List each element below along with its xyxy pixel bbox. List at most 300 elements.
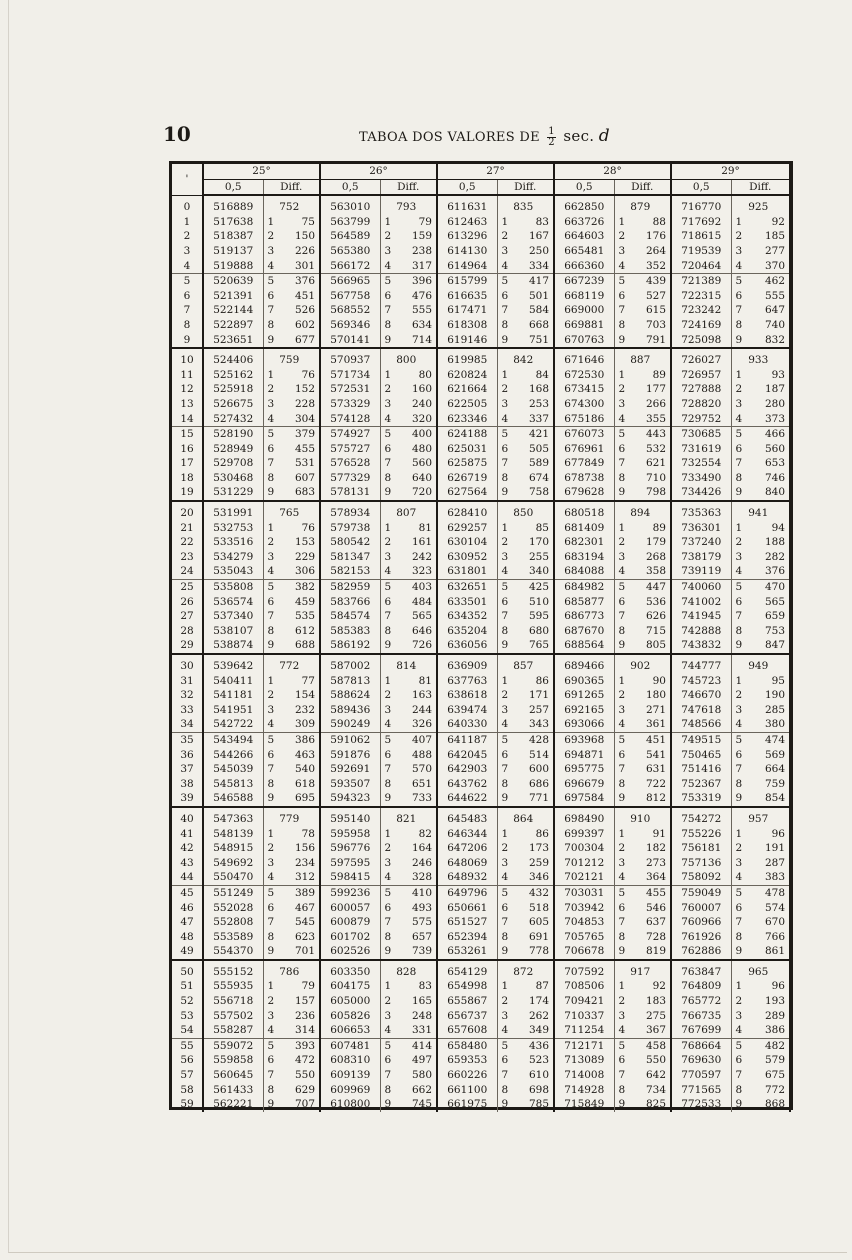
proportional-part-value: 323 — [397, 564, 437, 579]
value-cell: 538874 — [203, 638, 263, 654]
proportional-part-index: 3 — [501, 856, 509, 869]
proportional-part-value: 164 — [397, 841, 437, 856]
table-row — [172, 442, 790, 457]
proportional-part-index: 8 — [267, 1083, 275, 1096]
diff-column-header: Diff. — [380, 179, 437, 195]
value-cell: 570141 — [320, 333, 380, 349]
minute-label: 39 — [172, 791, 203, 807]
secant-table — [172, 164, 791, 1112]
proportional-part-index: 8 — [618, 471, 626, 484]
proportional-part-value: 352 — [631, 259, 671, 274]
proportional-part-value: 86 — [514, 827, 554, 842]
proportional-part-index: 5 — [614, 427, 631, 442]
value-cell: 559072 — [203, 1038, 263, 1053]
value-cell: 716770 — [671, 195, 731, 215]
value-cell: 721389 — [671, 274, 731, 289]
proportional-part-index: 2 — [501, 383, 509, 396]
proportional-part-index: 7 — [618, 1069, 626, 1082]
value-cell: 740060 — [671, 580, 731, 595]
diff-total-cell: 835 — [497, 195, 554, 215]
proportional-part-index: 1 — [501, 368, 509, 381]
column-header-row — [172, 179, 790, 195]
proportional-part-value: 396 — [397, 274, 437, 289]
minute-label: 20 — [172, 501, 203, 521]
proportional-part-value: 772 — [748, 1083, 790, 1098]
minute-label: 2 — [172, 229, 203, 244]
value-cell: 559858 — [203, 1053, 263, 1068]
proportional-part-value: 92 — [631, 979, 671, 994]
table-row — [172, 717, 790, 732]
proportional-part-index: 1 — [384, 521, 392, 534]
diff-total-cell: 941 — [731, 501, 790, 521]
proportional-part-value: 156 — [280, 841, 320, 856]
proportional-part-value: 161 — [397, 535, 437, 550]
proportional-part-index: 2 — [384, 383, 392, 396]
value-column-header: 0,5 — [437, 179, 497, 195]
proportional-part-value: 79 — [397, 215, 437, 230]
value-cell: 566172 — [320, 259, 380, 274]
value-cell: 679628 — [554, 485, 614, 501]
value-cell: 516889 — [203, 195, 263, 215]
table-row — [172, 870, 790, 885]
title-prefix: TABOA DOS VALORES DE — [359, 130, 540, 145]
table-row — [172, 944, 790, 960]
proportional-part-index: 4 — [384, 259, 392, 272]
proportional-part-value: 320 — [397, 412, 437, 427]
proportional-part-index: 8 — [501, 930, 509, 943]
table-row — [172, 1009, 790, 1024]
proportional-part-index: 3 — [267, 856, 275, 869]
proportional-part-value: 474 — [748, 732, 790, 747]
title-fraction — [547, 127, 556, 148]
value-cell: 572531 — [320, 382, 380, 397]
value-cell: 619146 — [437, 333, 497, 349]
proportional-part-index: 1 — [384, 827, 392, 840]
proportional-part-value: 637 — [631, 915, 671, 930]
proportional-part-value: 668 — [514, 318, 554, 333]
value-cell: 532753 — [203, 521, 263, 536]
proportional-part-index: 3 — [501, 703, 509, 716]
minute-label: 52 — [172, 994, 203, 1009]
proportional-part-value: 271 — [631, 703, 671, 718]
table-row — [172, 827, 790, 842]
proportional-part-index: 2 — [735, 536, 743, 549]
proportional-part-index: 2 — [501, 689, 509, 702]
proportional-part-index: 1 — [267, 827, 275, 840]
value-cell: 753319 — [671, 791, 731, 807]
proportional-part-value: 83 — [514, 215, 554, 230]
degree-header-row — [172, 164, 790, 179]
value-cell: 695775 — [554, 762, 614, 777]
proportional-part-index: 4 — [735, 259, 743, 272]
proportional-part-index: 4 — [735, 412, 743, 425]
proportional-part-value: 602 — [280, 318, 320, 333]
proportional-part-value: 234 — [280, 856, 320, 871]
fraction-numerator: 1 — [548, 126, 555, 137]
diff-total-cell: 879 — [614, 195, 671, 215]
proportional-part-value: 466 — [748, 427, 790, 442]
proportional-part-index: 1 — [501, 827, 509, 840]
value-cell: 607481 — [320, 1038, 380, 1053]
minute-label: 35 — [172, 732, 203, 747]
value-cell: 625031 — [437, 442, 497, 457]
minute-label: 59 — [172, 1097, 203, 1112]
proportional-part-index: 3 — [384, 550, 392, 563]
value-cell: 673415 — [554, 382, 614, 397]
proportional-part-value: 651 — [397, 777, 437, 792]
proportional-part-index: 3 — [618, 856, 626, 869]
value-cell: 767699 — [671, 1023, 731, 1038]
proportional-part-value: 455 — [631, 885, 671, 900]
proportional-part-value: 631 — [631, 762, 671, 777]
value-cell: 768664 — [671, 1038, 731, 1053]
diff-total-cell: 786 — [263, 960, 320, 980]
proportional-part-index: 6 — [267, 289, 275, 302]
proportional-part-index: 8 — [267, 318, 275, 331]
minute-label: 58 — [172, 1083, 203, 1098]
proportional-part-index: 5 — [380, 1038, 397, 1053]
minute-label: 9 — [172, 333, 203, 349]
proportional-part-value: 400 — [397, 427, 437, 442]
value-cell: 544266 — [203, 748, 263, 763]
value-cell: 677849 — [554, 456, 614, 471]
minute-label: 17 — [172, 456, 203, 471]
proportional-part-index: 9 — [735, 486, 743, 499]
proportional-part-value: 458 — [631, 1038, 671, 1053]
table-row — [172, 791, 790, 807]
proportional-part-value: 328 — [397, 870, 437, 885]
proportional-part-index: 9 — [501, 1098, 509, 1111]
proportional-part-value: 346 — [514, 870, 554, 885]
proportional-part-value: 778 — [514, 944, 554, 960]
proportional-part-index: 9 — [618, 639, 626, 652]
proportional-part-value: 246 — [397, 856, 437, 871]
proportional-part-value: 791 — [631, 333, 671, 349]
table-row — [172, 580, 790, 595]
proportional-part-index: 1 — [267, 215, 275, 228]
proportional-part-index: 4 — [618, 565, 626, 578]
minute-label: 18 — [172, 471, 203, 486]
value-cell: 765772 — [671, 994, 731, 1009]
proportional-part-value: 531 — [280, 456, 320, 471]
proportional-part-value: 550 — [280, 1068, 320, 1083]
proportional-part-index: 3 — [501, 244, 509, 257]
diff-column-header: Diff. — [263, 179, 320, 195]
proportional-part-value: 740 — [748, 318, 790, 333]
proportional-part-value: 76 — [280, 521, 320, 536]
proportional-part-value: 89 — [631, 521, 671, 536]
value-cell: 683194 — [554, 550, 614, 565]
value-cell: 528949 — [203, 442, 263, 457]
proportional-part-value: 289 — [748, 1009, 790, 1024]
proportional-part-index: 7 — [501, 916, 509, 929]
table-row — [172, 348, 790, 368]
proportional-part-value: 664 — [748, 762, 790, 777]
value-cell: 625875 — [437, 456, 497, 471]
proportional-part-value: 75 — [280, 215, 320, 230]
proportional-part-value: 81 — [397, 521, 437, 536]
proportional-part-value: 349 — [514, 1023, 554, 1038]
proportional-part-value: 238 — [397, 244, 437, 259]
proportional-part-value: 759 — [748, 777, 790, 792]
value-cell: 519137 — [203, 244, 263, 259]
minute-label: 14 — [172, 412, 203, 427]
proportional-part-value: 87 — [514, 979, 554, 994]
value-cell: 578131 — [320, 485, 380, 501]
proportional-part-value: 78 — [280, 827, 320, 842]
proportional-part-index: 5 — [380, 885, 397, 900]
proportional-part-index: 3 — [501, 550, 509, 563]
value-cell: 534279 — [203, 550, 263, 565]
minute-label: 34 — [172, 717, 203, 732]
value-cell: 636056 — [437, 638, 497, 654]
proportional-part-index: 4 — [384, 1024, 392, 1037]
value-cell: 644622 — [437, 791, 497, 807]
value-cell: 669000 — [554, 303, 614, 318]
value-cell: 710337 — [554, 1009, 614, 1024]
value-cell: 554370 — [203, 944, 263, 960]
proportional-part-value: 443 — [631, 427, 671, 442]
proportional-part-value: 634 — [397, 318, 437, 333]
value-cell: 718615 — [671, 229, 731, 244]
table-row — [172, 1083, 790, 1098]
value-cell: 605000 — [320, 994, 380, 1009]
value-cell: 586192 — [320, 638, 380, 654]
proportional-part-value: 361 — [631, 717, 671, 732]
proportional-part-value: 733 — [397, 791, 437, 807]
proportional-part-value: 268 — [631, 550, 671, 565]
proportional-part-value: 560 — [748, 442, 790, 457]
proportional-part-index: 3 — [267, 703, 275, 716]
proportional-part-index: 4 — [501, 565, 509, 578]
table-row — [172, 688, 790, 703]
value-cell: 723242 — [671, 303, 731, 318]
proportional-part-value: 569 — [748, 748, 790, 763]
proportional-part-value: 171 — [514, 688, 554, 703]
value-cell: 669881 — [554, 318, 614, 333]
proportional-part-index: 6 — [384, 595, 392, 608]
proportional-part-value: 451 — [631, 732, 671, 747]
proportional-part-value: 766 — [748, 930, 790, 945]
value-cell: 538107 — [203, 624, 263, 639]
value-cell: 741002 — [671, 595, 731, 610]
diff-total-cell: 850 — [497, 501, 554, 521]
table-row — [172, 501, 790, 521]
proportional-part-index: 5 — [614, 580, 631, 595]
proportional-part-value: 167 — [514, 229, 554, 244]
value-cell: 523651 — [203, 333, 263, 349]
value-cell: 651527 — [437, 915, 497, 930]
proportional-part-index: 1 — [618, 980, 626, 993]
proportional-part-value: 497 — [397, 1053, 437, 1068]
proportional-part-index: 6 — [618, 901, 626, 914]
value-cell: 742888 — [671, 624, 731, 639]
proportional-part-index: 2 — [501, 842, 509, 855]
diff-total-cell: 910 — [614, 807, 671, 827]
proportional-part-value: 386 — [748, 1023, 790, 1038]
minute-label: 48 — [172, 930, 203, 945]
value-cell: 751416 — [671, 762, 731, 777]
proportional-part-value: 580 — [397, 1068, 437, 1083]
value-cell: 530468 — [203, 471, 263, 486]
proportional-part-value: 478 — [748, 885, 790, 900]
value-cell: 676073 — [554, 427, 614, 442]
value-cell: 582153 — [320, 564, 380, 579]
proportional-part-index: 8 — [267, 471, 275, 484]
proportional-part-index: 5 — [497, 427, 514, 442]
proportional-part-value: 436 — [514, 1038, 554, 1053]
proportional-part-index: 4 — [384, 565, 392, 578]
value-cell: 605826 — [320, 1009, 380, 1024]
proportional-part-value: 287 — [748, 856, 790, 871]
table-row — [172, 564, 790, 579]
value-cell: 763847 — [671, 960, 731, 980]
proportional-part-index: 1 — [501, 674, 509, 687]
diff-total-cell: 793 — [380, 195, 437, 215]
value-cell: 634352 — [437, 609, 497, 624]
fraction-denominator: 2 — [548, 137, 555, 148]
value-cell: 681409 — [554, 521, 614, 536]
proportional-part-index: 3 — [267, 397, 275, 410]
diff-total-cell: 752 — [263, 195, 320, 215]
proportional-part-index: 8 — [735, 471, 743, 484]
value-cell: 616635 — [437, 289, 497, 304]
page-header — [163, 118, 793, 158]
proportional-part-index: 6 — [618, 1054, 626, 1067]
proportional-part-value: 575 — [397, 915, 437, 930]
degree-header: 28° — [554, 164, 671, 179]
proportional-part-value: 86 — [514, 674, 554, 689]
proportional-part-index: 5 — [497, 274, 514, 289]
proportional-part-value: 76 — [280, 368, 320, 383]
proportional-part-index: 5 — [380, 580, 397, 595]
proportional-part-index: 3 — [267, 1009, 275, 1022]
value-cell: 632651 — [437, 580, 497, 595]
table-row — [172, 303, 790, 318]
proportional-part-index: 2 — [735, 383, 743, 396]
value-cell: 595140 — [320, 807, 380, 827]
value-cell: 754272 — [671, 807, 731, 827]
table-row — [172, 382, 790, 397]
value-cell: 770597 — [671, 1068, 731, 1083]
value-cell: 688564 — [554, 638, 614, 654]
proportional-part-index: 4 — [501, 412, 509, 425]
proportional-part-index: 2 — [735, 689, 743, 702]
proportional-part-value: 677 — [280, 333, 320, 349]
diff-column-header: Diff. — [731, 179, 790, 195]
value-cell: 598415 — [320, 870, 380, 885]
proportional-part-value: 379 — [280, 427, 320, 442]
proportional-part-index: 6 — [618, 595, 626, 608]
proportional-part-index: 6 — [267, 748, 275, 761]
proportional-part-value: 96 — [748, 979, 790, 994]
proportional-part-value: 393 — [280, 1038, 320, 1053]
value-cell: 648932 — [437, 870, 497, 885]
proportional-part-index: 5 — [497, 580, 514, 595]
minute-label: 21 — [172, 521, 203, 536]
proportional-part-index: 4 — [267, 1024, 275, 1037]
value-cell: 708506 — [554, 979, 614, 994]
proportional-part-index: 1 — [735, 980, 743, 993]
value-cell: 748566 — [671, 717, 731, 732]
value-cell: 517638 — [203, 215, 263, 230]
value-cell: 596776 — [320, 841, 380, 856]
table-row — [172, 930, 790, 945]
function-variable: d — [598, 126, 610, 146]
proportional-part-value: 488 — [397, 748, 437, 763]
minute-label: 10 — [172, 348, 203, 368]
proportional-part-value: 812 — [631, 791, 671, 807]
proportional-part-value: 417 — [514, 274, 554, 289]
value-cell: 608310 — [320, 1053, 380, 1068]
value-cell: 552808 — [203, 915, 263, 930]
proportional-part-index: 9 — [735, 639, 743, 652]
proportional-part-value: 615 — [631, 303, 671, 318]
proportional-part-value: 317 — [397, 259, 437, 274]
proportional-part-value: 82 — [397, 827, 437, 842]
proportional-part-value: 707 — [280, 1097, 320, 1112]
proportional-part-value: 536 — [631, 595, 671, 610]
proportional-part-value: 421 — [514, 427, 554, 442]
value-cell: 728820 — [671, 397, 731, 412]
value-cell: 670763 — [554, 333, 614, 349]
value-cell: 694871 — [554, 748, 614, 763]
proportional-part-value: 670 — [748, 915, 790, 930]
value-cell: 733490 — [671, 471, 731, 486]
value-cell: 759049 — [671, 885, 731, 900]
proportional-part-index: 8 — [384, 318, 392, 331]
value-cell: 628410 — [437, 501, 497, 521]
value-cell: 555935 — [203, 979, 263, 994]
proportional-part-value: 698 — [514, 1083, 554, 1098]
value-cell: 704853 — [554, 915, 614, 930]
proportional-part-index: 2 — [384, 230, 392, 243]
value-cell: 570937 — [320, 348, 380, 368]
value-cell: 642903 — [437, 762, 497, 777]
proportional-part-index: 1 — [735, 368, 743, 381]
proportional-part-index: 5 — [614, 732, 631, 747]
value-cell: 682301 — [554, 535, 614, 550]
proportional-part-value: 355 — [631, 412, 671, 427]
table-row — [172, 397, 790, 412]
proportional-part-value: 545 — [280, 915, 320, 930]
table-row — [172, 229, 790, 244]
value-cell: 594323 — [320, 791, 380, 807]
minute-label: 5 — [172, 274, 203, 289]
value-column-header: 0,5 — [203, 179, 263, 195]
value-cell: 771565 — [671, 1083, 731, 1098]
value-cell: 543494 — [203, 732, 263, 747]
proportional-part-index: 4 — [501, 259, 509, 272]
proportional-part-index: 3 — [501, 397, 509, 410]
diff-total-cell: 759 — [263, 348, 320, 368]
value-column-header: 0,5 — [554, 179, 614, 195]
proportional-part-index: 3 — [384, 397, 392, 410]
value-cell: 584574 — [320, 609, 380, 624]
value-cell: 730685 — [671, 427, 731, 442]
proportional-part-value: 253 — [514, 397, 554, 412]
value-cell: 547363 — [203, 807, 263, 827]
value-cell: 577329 — [320, 471, 380, 486]
value-cell: 539642 — [203, 654, 263, 674]
proportional-part-value: 526 — [280, 303, 320, 318]
value-cell: 736301 — [671, 521, 731, 536]
value-cell: 743832 — [671, 638, 731, 654]
proportional-part-value: 861 — [748, 944, 790, 960]
value-cell: 551249 — [203, 885, 263, 900]
proportional-part-index: 9 — [735, 945, 743, 958]
value-cell: 685877 — [554, 595, 614, 610]
